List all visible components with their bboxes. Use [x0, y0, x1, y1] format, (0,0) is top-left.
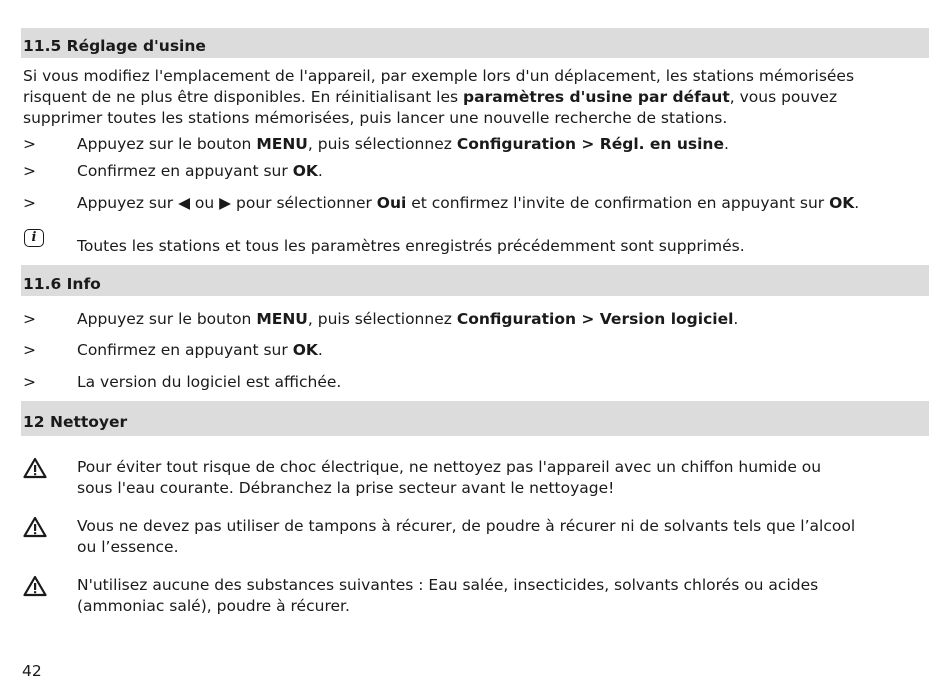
intro-text-end: , vous pouvez supprimer toutes les stations mémorisées, puis lancer une nouvelle recherche de stations. — [23, 88, 838, 127]
intro-text-start: Si vous modifiez l'emplacement de l'appareil, par exemple lors d'un déplacement, les stations mémorisées risquent de ne plus être disponibles. En réinitialisant les — [23, 67, 855, 106]
section-heading-11-6: 11.6 Info — [21, 265, 929, 296]
warning-text: Vous ne devez pas utiliser de tampons à récurer, de poudre à récurer ni de solvants tels que l’alcool ou l’essence. — [77, 517, 856, 556]
section-heading-11-5: 11.5 Réglage d'usine — [21, 28, 929, 58]
info-icon: i — [24, 229, 44, 247]
warning-triangle-icon — [23, 575, 47, 597]
step-marker: > — [23, 135, 36, 153]
step-text: Appuyez sur le bouton MENU, puis sélectionnez Configuration > Régl. en usine. — [77, 135, 729, 153]
intro-text-bold: paramètres d'usine par défaut — [463, 88, 730, 106]
warning-text: Pour éviter tout risque de choc électrique, ne nettoyez pas l'appareil avec un chiffon humide ou sous l'eau courante. Débranchez la prise secteur avant le nettoyage! — [77, 458, 822, 497]
info-note-text: Toutes les stations et tous les paramètres enregistrés précédemment sont supprimés. — [77, 237, 745, 255]
step-text: La version du logiciel est affichée. — [77, 373, 342, 391]
step-marker: > — [23, 194, 36, 212]
step-text: Confirmez en appuyant sur OK. — [77, 341, 323, 359]
warning-text: N'utilisez aucune des substances suivantes : Eau salée, insecticides, solvants chlorés ou acides (ammoniac salé), poudre à récurer. — [77, 576, 819, 615]
step-marker: > — [23, 373, 36, 391]
step-marker: > — [23, 310, 36, 328]
step-text: Confirmez en appuyant sur OK. — [77, 162, 323, 180]
step-text: Appuyez sur le bouton MENU, puis sélectionnez Configuration > Version logiciel. — [77, 310, 739, 328]
section-heading-12: 12 Nettoyer — [21, 401, 929, 436]
step-text: Appuyez sur ◀ ou ▶ pour sélectionner Oui et confirmez l'invite de confirmation en appuyant sur OK. — [77, 194, 860, 212]
step-marker: > — [23, 162, 36, 180]
intro-paragraph — [23, 66, 903, 129]
warning-triangle-icon — [23, 457, 47, 479]
page-number: 42 — [22, 662, 42, 680]
warning-triangle-icon — [23, 516, 47, 538]
step-marker: > — [23, 341, 36, 359]
